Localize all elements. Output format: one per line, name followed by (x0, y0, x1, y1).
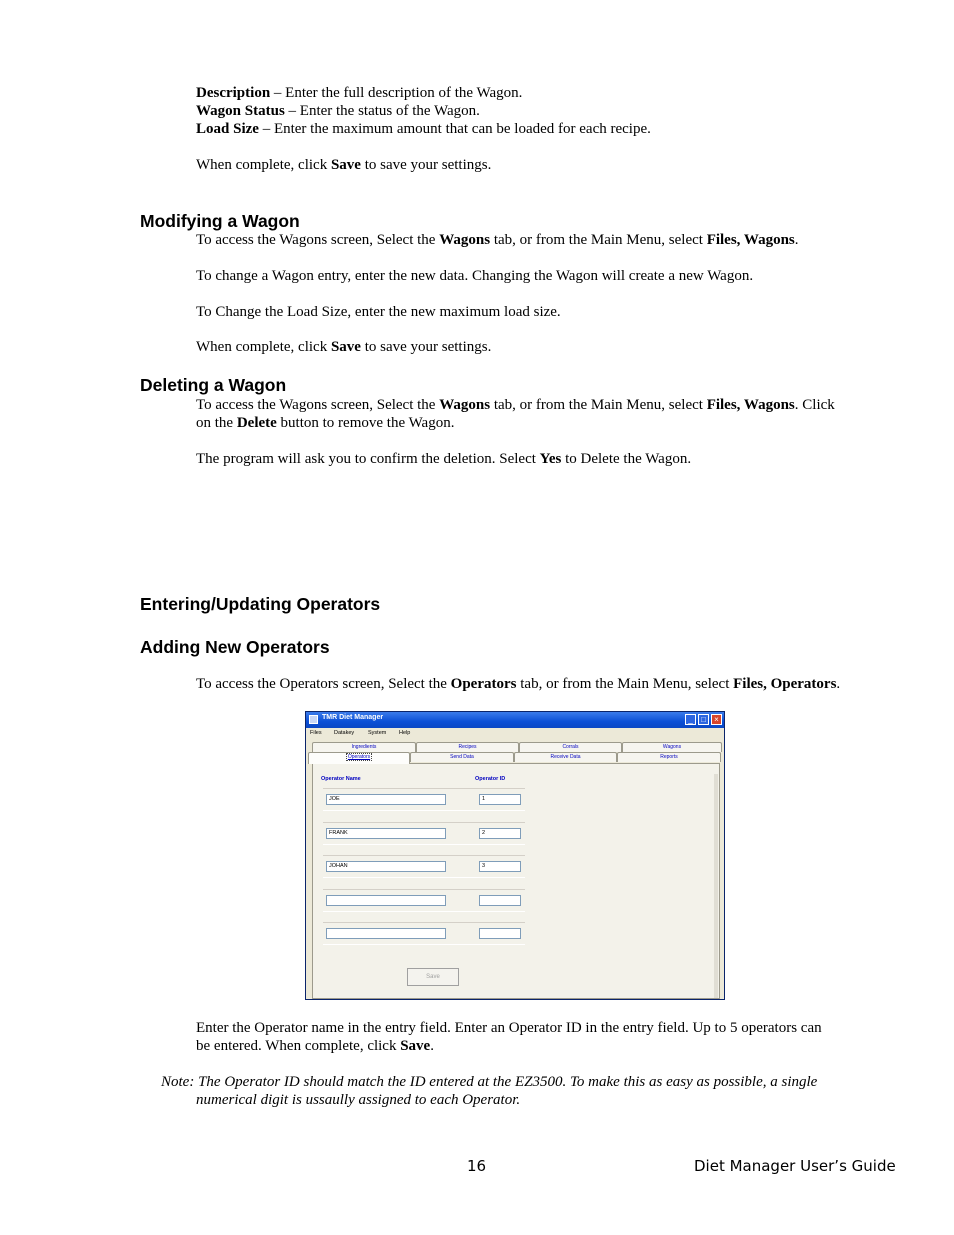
tab-wagons[interactable]: Wagons (622, 742, 722, 752)
tab-ingredients[interactable]: Ingredients (312, 742, 416, 752)
menu-help[interactable]: Help (399, 730, 411, 736)
operator-id-field[interactable]: 2 (479, 828, 521, 839)
entry-instructions: Enter the Operator name in the entry field. Enter an Operator ID in the entry field. Up to 5 operators can (196, 1020, 822, 1036)
operator-id-field[interactable]: 3 (479, 861, 521, 872)
tab-corrals[interactable]: Corrals (519, 742, 622, 752)
operator-row (323, 889, 525, 912)
save-instruction: When complete, click Save to save your settings. (196, 157, 492, 173)
operator-id-header: Operator ID (475, 776, 506, 782)
modifying-heading: Modifying a Wagon (140, 211, 300, 231)
operator-row (323, 822, 525, 845)
save-button[interactable]: Save (407, 968, 459, 986)
menu-bar (306, 728, 724, 738)
operator-row (323, 855, 525, 878)
operators-heading: Entering/Updating Operators (140, 594, 381, 614)
adding-access: To access the Operators screen, Select the Operators tab, or from the Main Menu, select Files, Operators. (196, 676, 841, 692)
deleting-confirm: The program will ask you to confirm the deletion. Select Yes to Delete the Wagon. (196, 451, 692, 467)
tab-receive-data[interactable]: Receive Data (514, 752, 617, 762)
deleting-delete-button-text: on the Delete button to remove the Wagon. (196, 415, 455, 431)
modifying-access: To access the Wagons screen, Select the Wagons tab, or from the Main Menu, select Files, Wagons. (196, 232, 799, 248)
app-icon (309, 715, 318, 724)
menu-files[interactable]: Files (310, 730, 322, 736)
minimize-icon[interactable]: _ (685, 714, 696, 725)
operator-name-field[interactable]: FRANK (326, 828, 446, 839)
wagon-status-item: Wagon Status – Enter the status of the Wagon. (196, 103, 480, 119)
guide-title: Diet Manager User’s Guide (694, 1157, 896, 1175)
operator-name-field[interactable] (326, 895, 446, 906)
menu-datakey[interactable]: Datakey (334, 730, 355, 736)
window-titlebar (306, 712, 724, 728)
operator-name-field[interactable]: JOHAN (326, 861, 446, 872)
deleting-access: To access the Wagons screen, Select the Wagons tab, or from the Main Menu, select Files, Wagons. Click (196, 397, 835, 413)
entry-instructions-2: be entered. When complete, click Save. (196, 1038, 434, 1054)
modifying-change: To change a Wagon entry, enter the new data. Changing the Wagon will create a new Wagon. (196, 268, 754, 284)
operator-row (323, 922, 525, 945)
operator-name-field[interactable]: JOE (326, 794, 446, 805)
operator-id-field[interactable] (479, 928, 521, 939)
deleting-heading: Deleting a Wagon (140, 375, 287, 395)
operators-window-screenshot (305, 711, 725, 1000)
operator-name-header: Operator Name (321, 776, 361, 782)
maximize-icon[interactable]: □ (698, 714, 709, 725)
note-line-1: Note: The Operator ID should match the ID entered at the EZ3500. To make this as easy as possible, a single (161, 1074, 818, 1090)
window-scrollbar[interactable] (714, 774, 718, 998)
modifying-save: When complete, click Save to save your settings. (196, 339, 492, 355)
tab-operators[interactable]: Operators (308, 752, 410, 764)
window-title: TMR Diet Manager (322, 714, 384, 721)
page-number: 16 (467, 1157, 487, 1175)
operators-panel (312, 763, 720, 999)
modifying-load-size: To Change the Load Size, enter the new maximum load size. (196, 304, 561, 320)
tab-send-data[interactable]: Send Data (410, 752, 514, 762)
tab-reports[interactable]: Reports (617, 752, 721, 762)
adding-heading: Adding New Operators (140, 637, 330, 657)
operator-id-field[interactable]: 1 (479, 794, 521, 805)
menu-system[interactable]: System (368, 730, 387, 736)
tab-row-2 (308, 752, 722, 763)
operator-id-field[interactable] (479, 895, 521, 906)
note-line-2: numerical digit is ussaully assigned to each Operator. (196, 1092, 521, 1108)
load-size-item: Load Size – Enter the maximum amount that can be loaded for each recipe. (196, 121, 651, 137)
tab-recipes[interactable]: Recipes (416, 742, 519, 752)
description-item: Description – Enter the full description of the Wagon. (196, 85, 523, 101)
operator-name-field[interactable] (326, 928, 446, 939)
operator-row (323, 788, 525, 811)
close-icon[interactable]: × (711, 714, 722, 725)
